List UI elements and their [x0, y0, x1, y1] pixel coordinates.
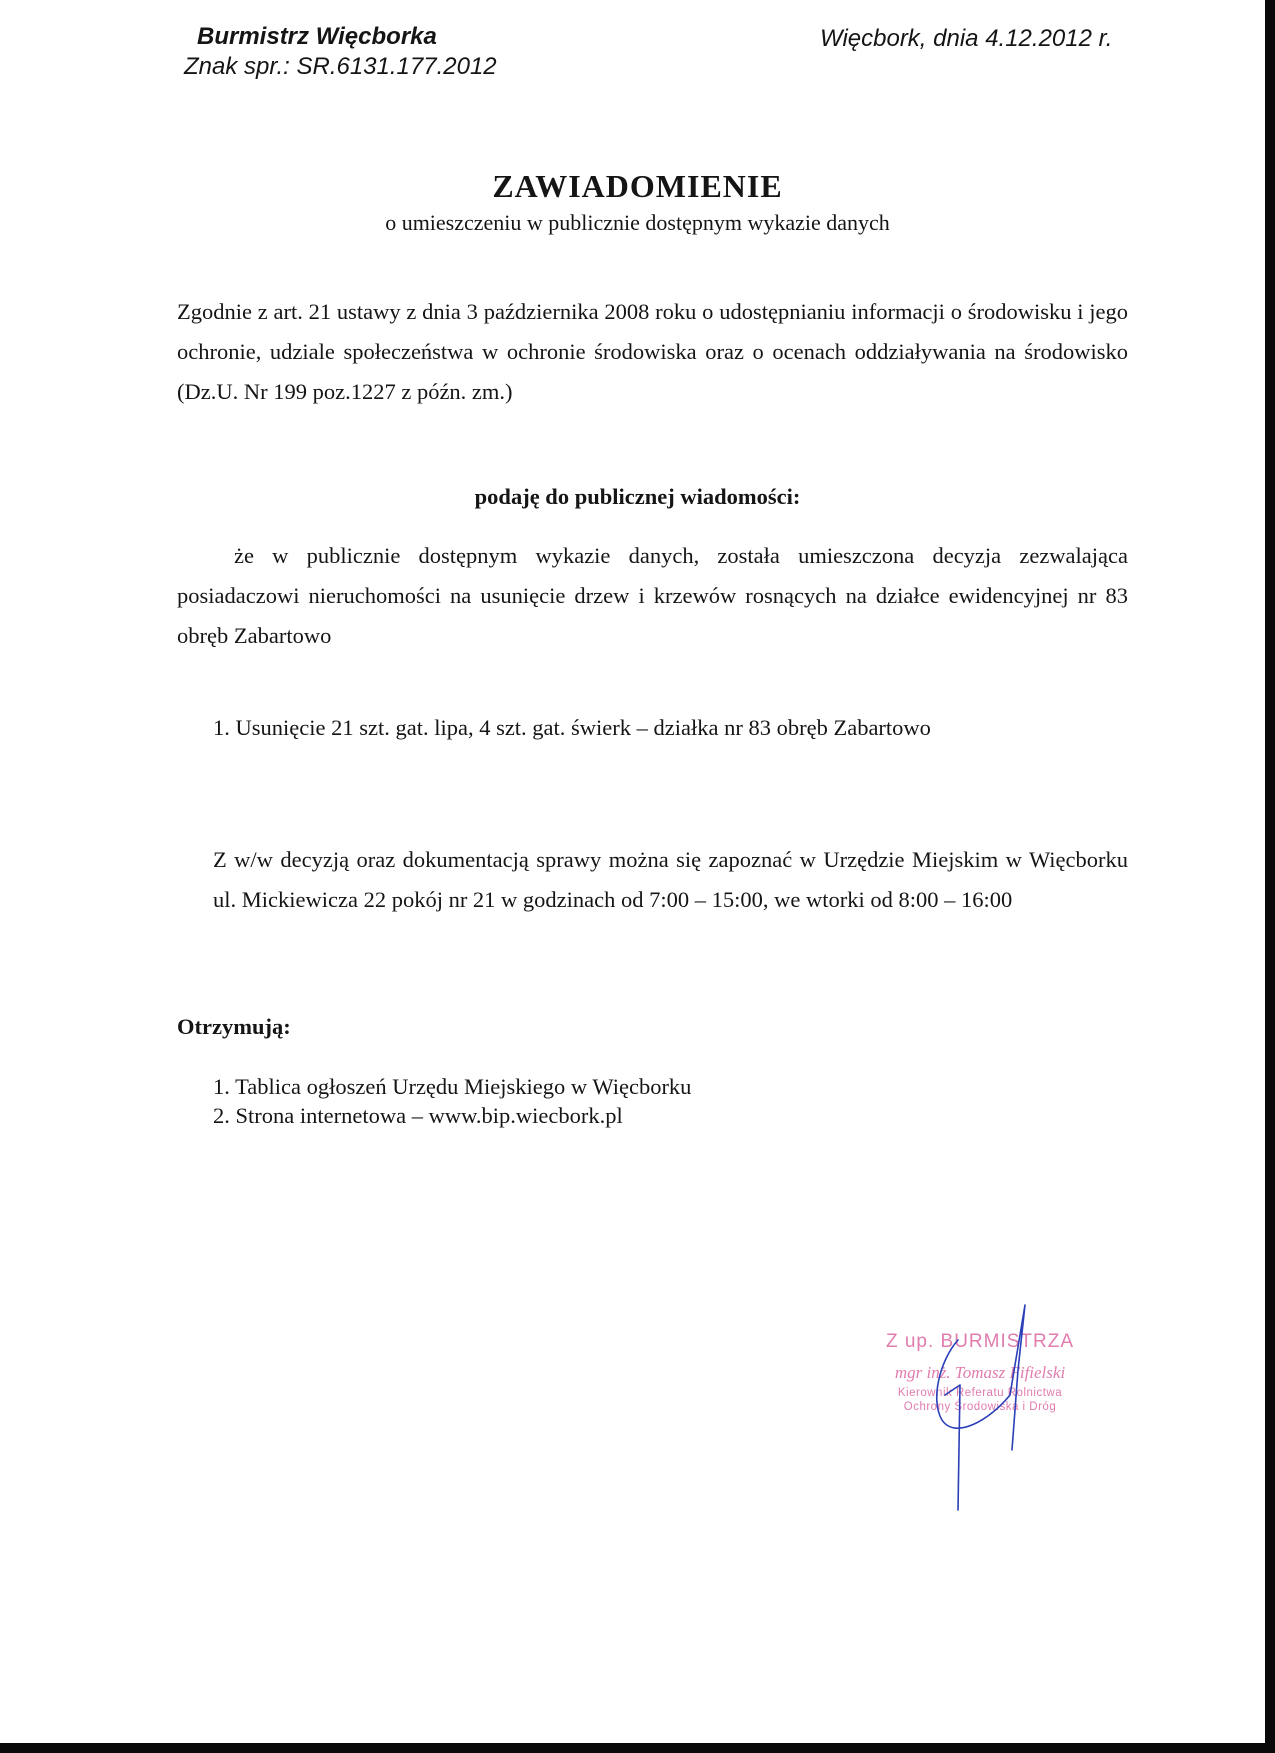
legal-basis-paragraph: Zgodnie z art. 21 ustawy z dnia 3 października 2008 roku o udostępnianiu informacji o środowisku i jego ochronie, udziale społeczeństwa w ochronie środowiska oraz o ocenach oddziaływania na środowisko (Dz.U. Nr 199 poz.1227 z późn. zm.) [177, 299, 1128, 404]
stamp-line-3: Kierownik Referatu Rolnictwa [897, 1387, 1063, 1399]
place-and-date: Więcbork, dnia 4.12.2012 r. [820, 25, 1113, 52]
recipient-item: 1. Tablica ogłoszeń Urzędu Miejskiego w Więcborku [213, 1074, 692, 1099]
document-subtitle: o umieszczeniu w publicznie dostępnym wykazie danych [385, 210, 890, 235]
scan-edge-right [1265, 0, 1275, 1753]
issuer-name: Burmistrz Więcborka [197, 23, 437, 50]
stamp-line-1: Z up. BURMISTRZA [885, 1331, 1075, 1352]
list-item: 1. Usunięcie 21 szt. gat. lipa, 4 szt. gat. świerk – działka nr 83 obręb Zabartowo [213, 715, 931, 740]
recipient-item: 2. Strona internetowa – www.bip.wiecbork.pl [213, 1103, 623, 1128]
case-reference: Znak spr.: SR.6131.177.2012 [184, 53, 497, 80]
document-title: ZAWIADOMIENIE [492, 168, 783, 204]
decision-paragraph: że w publicznie dostępnym wykazie danych, została umieszczona decyzja zezwalająca posiadaczowi nieruchomości na usunięcie drzew i krzewów rosnących na działce ewidencyjnej nr 83 obręb Zabartowo [177, 543, 1128, 648]
scan-edge-bottom [0, 1743, 1275, 1753]
stamp-line-2: mgr inż. Tomasz Fifielski [894, 1363, 1066, 1382]
announcement-heading: podaję do publicznej wiadomości: [474, 484, 801, 509]
signature-mark [900, 1300, 1040, 1530]
recipients-list [213, 1072, 691, 1130]
consultation-paragraph: Z w/w decyzją oraz dokumentacją sprawy można się zapoznać w Urzędzie Miejskim w Więcborku ul. Mickiewicza 22 pokój nr 21 w godzinach od 7:00 – 15:00, we wtorki od 8:00 – 16:00 [213, 847, 1128, 912]
stamp-line-4: Ochrony Środowiska i Dróg [903, 1401, 1057, 1413]
recipients-heading: Otrzymują: [177, 1014, 291, 1039]
